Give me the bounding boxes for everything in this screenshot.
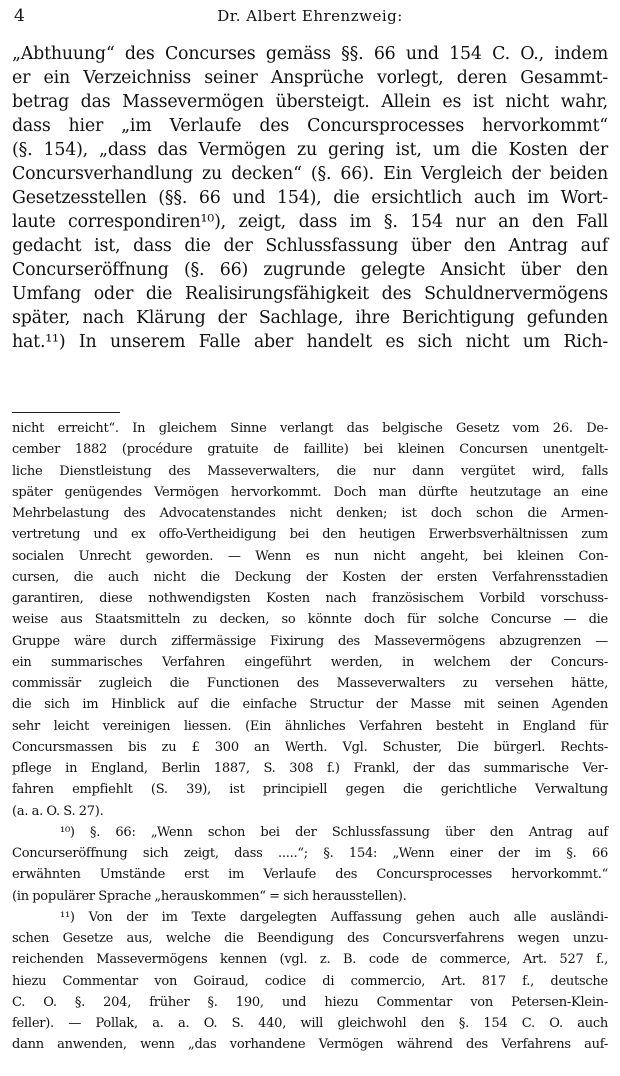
- footnote-line: dann anwenden, wenn „das vorhandene Vermögen während des Verfahrens auf-: [12, 1037, 608, 1053]
- book-page: [12, 0, 608, 1076]
- footnote-line: später genügendes Vermögen hervorkommt. Doch man dürfte heutzutage an eine: [12, 484, 608, 500]
- body-line: dass hier „im Verlaufe des Concursprocesses hervorkommt“: [12, 116, 608, 136]
- footnote-line: cursen, die auch nicht die Deckung der Kosten der ersten Verfahrensstadien: [12, 569, 608, 585]
- footnote-line: vertretung und ex offo-Vertheidigung bei den heutigen Erwerbsverhältnissen zum: [12, 527, 608, 543]
- running-title: Dr. Albert Ehrenzweig:: [217, 7, 403, 25]
- footnote-line: hiezu Commentar von Goiraud, codice di commercio, Art. 817 f., deutsche: [12, 973, 608, 989]
- footnotes: [12, 418, 608, 1056]
- footnote-line: nicht erreicht“. In gleichem Sinne verlangt das belgische Gesetz vom 26. De-: [12, 421, 608, 436]
- footnote-line: pflege in England, Berlin 1887, S. 308 f.) Frankl, der das summarische Ver-: [12, 761, 608, 776]
- footnote-line: fahren empfiehlt (S. 39), ist principiell gegen die gerichtliche Verwaltung: [12, 782, 608, 798]
- footnote-line: Concurseröffnung sich zeigt, dass .....“; §. 154: „Wenn einer der im §. 66: [12, 846, 608, 861]
- footnote-line: Concursmassen bis zu £ 300 an Werth. Vgl. Schuster, Die bürgerl. Rechts-: [12, 739, 608, 755]
- body-line: hat.¹¹) In unserem Falle aber handelt es sich nicht um Rich-: [12, 332, 608, 352]
- body-line: „Abthuung“ des Concurses gemäss §§. 66 und 154 C. O., indem: [12, 44, 608, 64]
- footnote-line: (in populärer Sprache „herauskommen“ = sich herausstellen).: [12, 888, 407, 904]
- footnote-line: reichenden Massevermögens kennen (vgl. z. B. code de commerce, Art. 527 f.,: [12, 952, 608, 968]
- body-line: Umfang oder die Realisirungsfähigkeit des Schuldnervermögens: [12, 284, 608, 304]
- body-line: Concursverhandlung zu decken“ (§. 66). Ein Vergleich der beiden: [12, 164, 608, 184]
- footnote-line: ¹¹) Von der im Texte dargelegten Auffassung gehen auch alle ausländi-: [60, 909, 608, 925]
- page-header: [12, 6, 608, 28]
- footnote-line: Mehrbelastung des Advocatenstandes nicht denken; ist doch schon die Armen-: [12, 506, 608, 521]
- footnote-line: C. O. §. 204, früher §. 190, und hiezu Commentar von Petersen-Klein-: [12, 994, 608, 1010]
- footnote-line: die sich im Hinblick auf die einfache Structur der Masse mit seinen Agenden: [12, 697, 608, 713]
- body-line: (§. 154), „dass das Vermögen zu gering ist, um die Kosten der: [12, 140, 608, 160]
- footnote-line: weise aus Staatsmitteln zu decken, so könnte doch für solche Concurse — die: [12, 612, 608, 628]
- footnote-line: liche Dienstleistung des Masseverwalters, die nur dann vergütet wird, falls: [12, 463, 608, 479]
- footnote-line: sehr leicht vereinigen liessen. (Ein ähnliches Verfahren besteht in England für: [12, 718, 608, 734]
- body-line: Gesetzesstellen (§§. 66 und 154), die ersichtlich auch im Wort-: [12, 188, 608, 208]
- footnote-line: (a. a. O. S. 27).: [12, 803, 104, 819]
- body-line: gedacht ist, dass die der Schlussfassung über den Antrag auf: [12, 236, 608, 256]
- main-text: [12, 42, 608, 354]
- footnote-divider: [12, 412, 120, 413]
- body-line: betrag das Massevermögen übersteigt. Allein es ist nicht wahr,: [12, 92, 608, 112]
- footnote-line: cember 1882 (procédure gratuite de faillite) bei kleinen Concursen unentgelt-: [12, 442, 608, 458]
- footnote-line: socialen Unrecht geworden. — Wenn es nun nicht angeht, bei kleinen Con-: [12, 548, 608, 564]
- footnote-line: ein summarisches Verfahren eingeführt werden, in welchem der Concurs-: [12, 654, 608, 670]
- footnote-line: feller). — Pollak, a. a. O. S. 440, will gleichwohl den §. 154 C. O. auch: [12, 1016, 608, 1031]
- footnote-line: ¹⁰) §. 66: „Wenn schon bei der Schlussfassung über den Antrag auf: [60, 824, 608, 840]
- body-line: er ein Verzeichniss seiner Ansprüche vorlegt, deren Gesammt-: [12, 68, 608, 88]
- footnote-line: garantiren, diese nothwendigsten Kosten nach französischem Vorbild vorschuss-: [12, 591, 608, 606]
- body-line: laute correspondiren¹⁰), zeigt, dass im §. 154 nur an den Fall: [12, 212, 608, 232]
- body-line: später, nach Klärung der Sachlage, ihre Berichtigung gefunden: [12, 308, 608, 328]
- page-number: 4: [14, 6, 25, 26]
- footnote-line: schen Gesetze aus, welche die Beendigung des Concursverfahrens wegen unzu-: [12, 931, 608, 946]
- footnote-line: erwähnten Umstände erst im Verlaufe des Concursprocesses hervorkommt.“: [12, 867, 608, 883]
- footnote-line: commissär zugleich die Functionen des Masseverwalters zu versehen hätte,: [12, 676, 608, 691]
- footnote-line: Gruppe wäre durch ziffermässige Fixirung des Massevermögens abzugrenzen —: [12, 633, 608, 649]
- body-line: Concurseröffnung (§. 66) zugrunde gelegte Ansicht über den: [12, 260, 608, 280]
